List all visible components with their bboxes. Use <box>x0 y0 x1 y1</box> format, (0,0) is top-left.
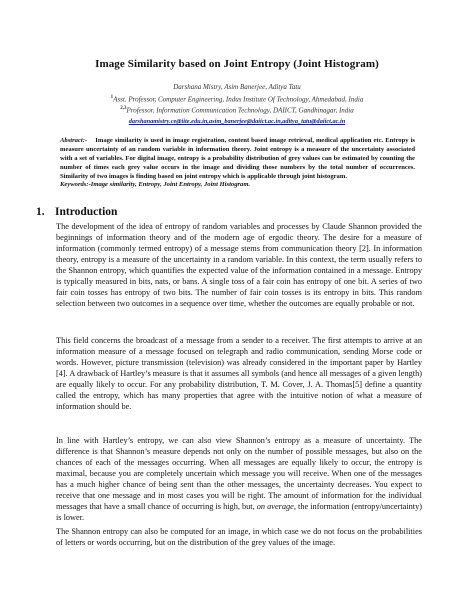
paragraph-3-text-a: In line with Hartley’s entropy, we can also view Shannon’s entropy as a measure of uncertainty. The difference is that Shannon’s measure depends not only on the number of possible messages, but also on the chances of each of the messages occurring. When all messages are equally likely to occur, the entropy is maximal, because you are completely uncertain which message you will receive. When one of the messages has a much higher chance of being sent than the other messages, the uncertainty decreases. You expect to receive that one message and in most cases you will be right. The amount of information for the individual messages that have a small chance of occurring is high, but, <box>56 436 422 511</box>
affiliation-1 <box>0 95 474 103</box>
affiliation-2-text: Professor, Information Communication Technology, DAIICT, Gandhinagar, India <box>126 106 354 115</box>
paragraph-3-text-b: , the information (entropy/uncertainty) is lower. <box>56 501 422 522</box>
affiliation-1-text: Asst. Professor, Computer Engineering, Indus Institute Of Technology, Ahmedabad, India <box>113 95 364 104</box>
affiliation-2 <box>0 106 474 114</box>
paragraph-1: The development of the idea of entropy of random variables and processes by Claude Shannon provided the beginnings of information theory and of the modern age of ergodic theory. The desire for a measure of information (commonly termed entropy) of a message stems from communication theory [2]. In information theory, entropy is a measure of the uncertainty in a random variable. In this context, the term usually refers to the Shannon entropy, which quantifies the expected value of the information contained in a message. Entropy is typically measured in bits, nats, or bans. A single toss of a fair coin has entropy of one bit. A series of two fair coin tosses has entropy of two bits. The number of fair coin tosses is its entropy in bits. This random selection between two outcomes in a sequence over time, whether the outcomes are equally probable or not. <box>56 222 422 308</box>
paragraph-3 <box>56 436 422 524</box>
keywords: Keywords:-Image similarity, Entropy, Joint Entropy, Joint Histogram. <box>60 181 251 188</box>
paragraph-4: The Shannon entropy can also be computed for an image, in which case we do not focus on the probabilities of letters or words occurring, but on the distribution of the grey values of the image. <box>56 527 422 547</box>
author-emails-link[interactable]: darshanamistry.ce@iite.edu.in,asim_banerjee@daiict.ac.in,aditya_tatu@daiict.ac.in <box>128 118 346 125</box>
paragraph-3-emphasis: on average <box>256 501 294 511</box>
paragraph-2: This field concerns the broadcast of a message from a sender to a receiver. The first attempts to arrive at an information measure of a message focused on telegraph and radio communication, sending Morse code or words. However, picture transmission (television) was already considered in the important paper by Hartley [4]. A drawback of Hartley’s measure is that it assumes all symbols (and hence all messages of a given length) are equally likely to occur. For any probability distribution, T. M. Cover, J. A. Thomas[5] define a quantity called the entropy, which has many properties that agree with the intuitive notion of what a measure of information should be. <box>56 336 422 411</box>
abstract <box>60 137 415 182</box>
affiliation-1-marker: 1 <box>110 95 114 100</box>
abstract-text: Image similarity is used in image registration, content based image retrieval, medical application etc. Entropy is measure uncertainty of an random variable in information theory. Joint entropy is a measure of the uncertainty associated with a set of variables. For digital image, entropy is a probability distribution of grey values can be estimated by counting the number of times each grey value occurs in the image and dividing those numbers by the total number of occurrences. Similarity of two images is finding based on joint entropy which is applicable through joint histogram. <box>60 137 415 180</box>
section-title: Introduction <box>55 206 118 218</box>
author-list: Darshana Mistry, Asim Banerjee, Aditya Tatu <box>173 83 301 91</box>
abstract-label: Abstract:- <box>60 137 88 144</box>
section-number: 1. <box>36 206 45 218</box>
affiliation-2-marker: 2,3 <box>120 106 127 111</box>
paper-title: Image Similarity based on Joint Entropy (Joint Histogram) <box>95 58 379 70</box>
section-heading <box>36 206 117 218</box>
